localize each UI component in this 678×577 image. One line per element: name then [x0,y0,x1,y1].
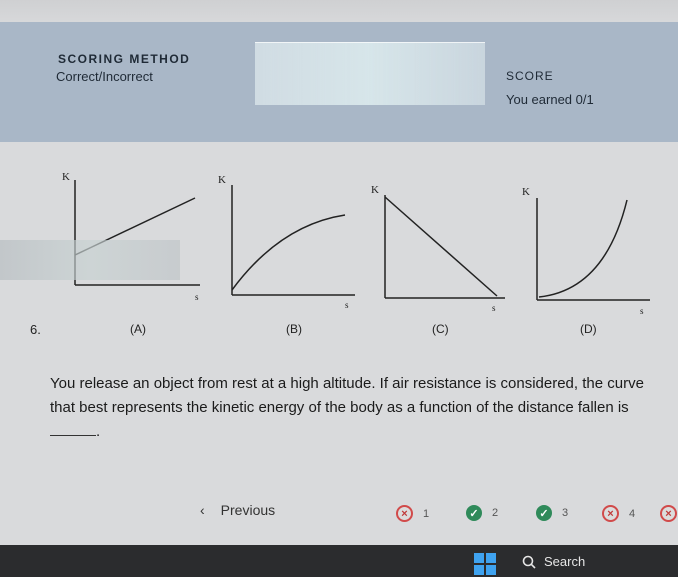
score-title: SCORE [506,69,554,83]
graph-a-ylabel: K [62,171,70,183]
graph-d-ylabel: K [522,186,530,198]
windows-start-icon[interactable] [474,553,496,575]
top-strip [0,0,678,23]
graph-c [371,184,505,313]
option-a-label: (A) [130,322,146,336]
page-number: 4 [629,507,636,520]
question-trailing: . [96,423,101,440]
scoring-method-value: Correct/Incorrect [56,69,153,84]
page-3[interactable] [536,505,568,521]
graph-b-xlabel: s [345,300,349,310]
question-pager [0,500,678,526]
screen-glare-lower [0,240,180,280]
score-value: You earned 0/1 [506,92,594,107]
incorrect-icon: × [602,505,619,522]
page-4[interactable] [602,505,635,522]
previous-label: Previous [220,502,276,518]
page-number: 1 [423,507,430,520]
search-label: Search [544,554,586,569]
page-2[interactable] [466,505,498,521]
option-d-label: (D) [580,322,597,336]
answer-blank [50,421,96,436]
question-number: 6. [30,322,41,337]
page-number: 2 [492,507,499,519]
page-5[interactable] [660,505,677,522]
option-b-label: (B) [286,322,302,336]
taskbar-search[interactable] [522,554,585,569]
graph-a [62,171,200,302]
graph-c-ylabel: K [371,184,379,196]
graph-a-xlabel: s [195,292,199,302]
scoring-panel [0,22,678,142]
graph-c-xlabel: s [492,303,496,313]
screen-glare [255,42,485,105]
chevron-left-icon: ‹ [200,502,205,518]
incorrect-icon: × [396,505,413,522]
scoring-method-title: SCORING METHOD [58,52,191,66]
page-number: 3 [562,507,569,519]
graph-d [522,186,650,316]
graph-d-xlabel: s [640,306,644,316]
correct-icon: ✓ [536,505,552,521]
graph-b [218,174,355,310]
option-c-label: (C) [432,322,449,336]
search-icon [522,555,536,569]
correct-icon: ✓ [466,505,482,521]
question-body: You release an object from rest at a high altitude. If air resistance is considered, the curve that best represents the kinetic energy of the body as a function of the distance fallen is [50,375,644,416]
page-1[interactable] [396,505,429,522]
incorrect-icon: × [660,505,677,522]
question-text [50,372,650,444]
graph-b-ylabel: K [218,174,226,186]
